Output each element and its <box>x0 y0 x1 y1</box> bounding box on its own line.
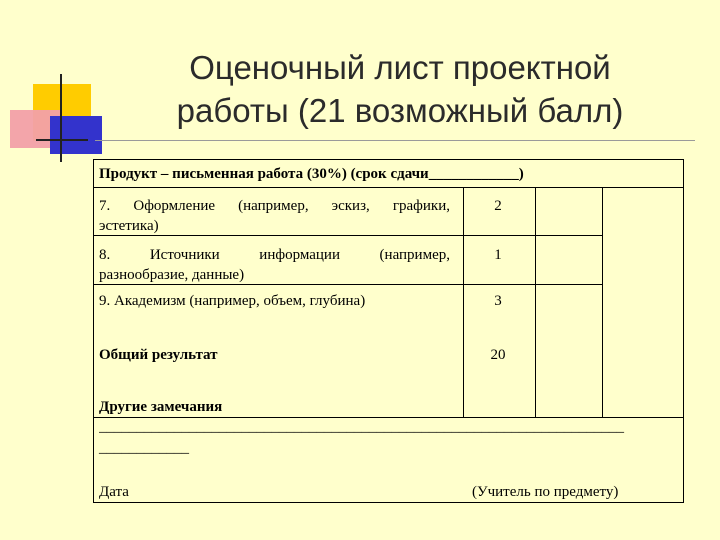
product-header: Продукт – письменная работа (30%) (срок сдачи____________) <box>99 166 524 182</box>
criterion-row-9: 9. Академизм (например, объем, глубина) <box>99 293 366 309</box>
decor-blue-square <box>50 116 102 154</box>
criterion-row-8: 8. Источники информации (например, разнообразие, данные) <box>99 247 450 283</box>
decor-horizontal-line <box>36 139 88 141</box>
title-line-1: Оценочный лист проектной <box>189 49 611 86</box>
header-separator <box>94 187 683 188</box>
total-score: 20 <box>490 347 506 363</box>
extra-column-divider-2 <box>602 187 603 417</box>
evaluation-sheet <box>93 159 684 503</box>
remarks-label: Другие замечания <box>99 399 223 415</box>
decor-vertical-line <box>60 74 62 162</box>
title-line-2: работы (21 возможный балл) <box>176 92 624 129</box>
criterion-row-7: 7. Оформление (например, эскиз, графики, эстетика) <box>99 198 450 234</box>
score-cell: 1 <box>494 247 502 263</box>
remarks-blank-line: ____________ <box>99 440 189 456</box>
remarks-blank-line: ______________________________________________________________________ <box>99 419 624 435</box>
slide-title <box>100 46 700 132</box>
extra-column-divider-1 <box>535 187 536 417</box>
score-cell: 2 <box>494 198 502 214</box>
total-label: Общий результат <box>99 347 218 363</box>
teacher-label: (Учитель по предмету) <box>472 484 619 500</box>
title-underline <box>95 140 695 141</box>
score-cell: 3 <box>494 293 502 309</box>
date-label: Дата <box>99 484 129 500</box>
